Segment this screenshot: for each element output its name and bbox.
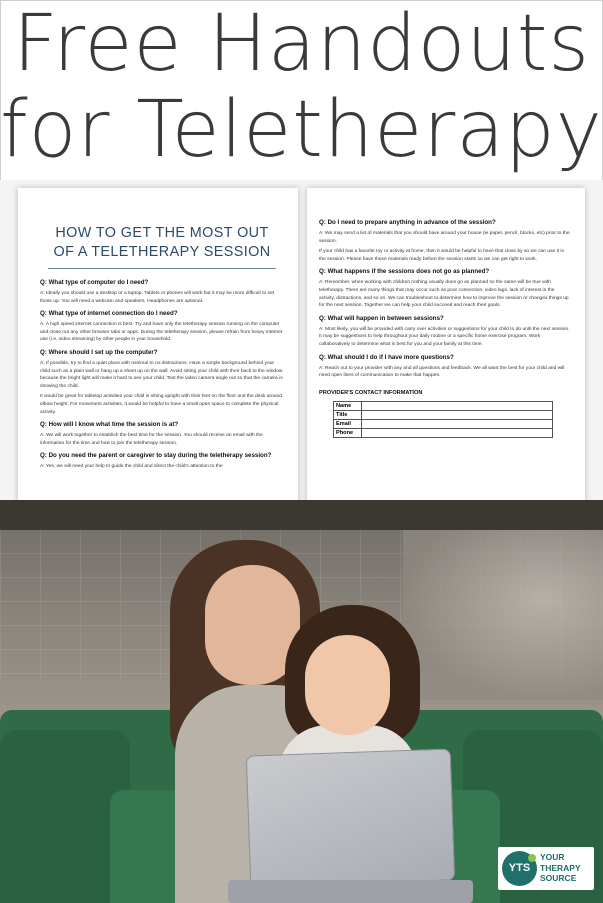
- answer: A: A high speed internet connection is best. Try and have only the teletherapy session running on the computer and close out any other browser tabs or apps. During the teletherapy session, please refrain from heavy internet use (i.e. video streaming) by other people in your household.: [40, 322, 283, 343]
- answer-continued: It would be great for tabletop activities your child is sitting upright with their feet on the floor and the desk around elbow height. For movement activities, it would be helpful to have a small open space to complete the physical activity.: [40, 394, 282, 415]
- handout-page-right: [307, 188, 585, 500]
- contact-label: Email: [334, 420, 362, 429]
- contact-label: Title: [334, 410, 362, 419]
- question: Q: Do I need to prepare anything in advance of the session?: [319, 219, 496, 226]
- contact-value: [362, 420, 553, 429]
- handout-title: HOW TO GET THE MOST OUT OF A TELETHERAPY SESSION: [53, 225, 271, 260]
- question: Q: How will I know what time the session is at?: [40, 421, 179, 429]
- logo-word: YOUR: [540, 852, 565, 862]
- contact-row: [334, 429, 553, 438]
- question: Q: What happens if the sessions does not go as planned?: [319, 268, 490, 276]
- contact-value: [362, 401, 553, 410]
- photo-mother-child-laptop: [0, 500, 603, 903]
- answer: A: Yes, we will need your help to guide the child and direct the child's attention to the: [40, 464, 223, 470]
- contact-value: [362, 410, 553, 419]
- contact-row: [334, 401, 553, 410]
- logo-word: SOURCE: [540, 873, 577, 883]
- logo-dot: [528, 854, 536, 862]
- contact-label: Phone: [334, 429, 362, 438]
- answer: A: Remember, when working with children nothing usually does go as planned so the same will be true with teletherapy. There are many things that may occur such as poor connection, video lags, lack of interest in the activity, distractions, and so on. We can troubleshoot to determine how to improve the session or changes things up for the next session. Together we can help your child succeed and reach their goals.: [319, 280, 569, 309]
- handout-page-left: [18, 188, 298, 500]
- logo-word: THERAPY: [540, 862, 581, 873]
- question: Q: What should I do if I have more questions?: [319, 353, 454, 361]
- question: Q: Do you need the parent or caregiver to stay during the teletherapy session?: [40, 452, 272, 460]
- contact-label: Name: [334, 401, 362, 410]
- window-light: [403, 530, 603, 700]
- question: Q: What type of internet connection do I need?: [40, 310, 178, 318]
- your-therapy-source-logo[interactable]: [498, 847, 594, 890]
- laptop: [246, 748, 455, 887]
- question: Q: Where should I set up the computer?: [40, 348, 158, 356]
- headline-line-1: Free Handouts: [12, 0, 591, 89]
- contact-row: [334, 420, 553, 429]
- title-rule: [48, 268, 276, 269]
- kitchen-shelf: [0, 500, 603, 530]
- logo-wordmark: [540, 852, 592, 884]
- question: Q: What will happen in between sessions?: [319, 314, 444, 322]
- contact-heading: PROVIDER'S CONTACT INFORMATION: [319, 389, 423, 396]
- answer-continued: If your child has a favorite toy or activity at home, then it would be helpful to have that close by so we can use it in the session. Please have those materials ready before the session starts so we can get right to work.: [319, 249, 565, 262]
- laptop-base: [228, 880, 473, 903]
- contact-value: [362, 429, 553, 438]
- child-face: [305, 635, 390, 735]
- headline-line-2: for Teletherapy: [0, 85, 603, 175]
- answer: A: Reach out to your provider with any and all questions and feedback. We all want the best for your child and will need open lines of communication to make that happen.: [319, 365, 565, 379]
- answer: A: Most likely, you will be provided with carry over activities or suggestions for your child to do until the next session. It may be suggestions to help throughout your daily routine or a specific home exercise program. Work collaboratively to determine what is best for you and your family at this time.: [319, 326, 570, 347]
- answer: A: If possible, try to find a quiet place with minimal to no distractions. Have a simple background behind your child such as a plain wall or hang up a sheet up on the wall. Avoid sitting your child with their back to the window because the bright light will make it hard to see your child. Test the video camera angle out so that the camera is showing the child.: [40, 360, 283, 389]
- answer: A: Ideally you should use a desktop or a laptop. Tablets or phones will work but it may be more difficult to set those up. You will need a webcam and speakers. Headphones are optional.: [40, 291, 275, 304]
- contact-table: [333, 401, 553, 439]
- answer: A: We may send a list of materials that you should have around your house (ie paper, pencil, blocks, etc) prior to the session.: [319, 231, 570, 244]
- question: Q: What type of computer do I need?: [40, 279, 149, 286]
- answer: A: We will work together to establish the best time for the session. You should receive an email with the information for the time and how to join the teletherapy session.: [40, 433, 263, 446]
- contact-row: [334, 410, 553, 419]
- yts-logo-icon: [502, 851, 537, 886]
- handout-preview: [0, 180, 603, 500]
- logo-mark-text: YTS: [508, 862, 531, 874]
